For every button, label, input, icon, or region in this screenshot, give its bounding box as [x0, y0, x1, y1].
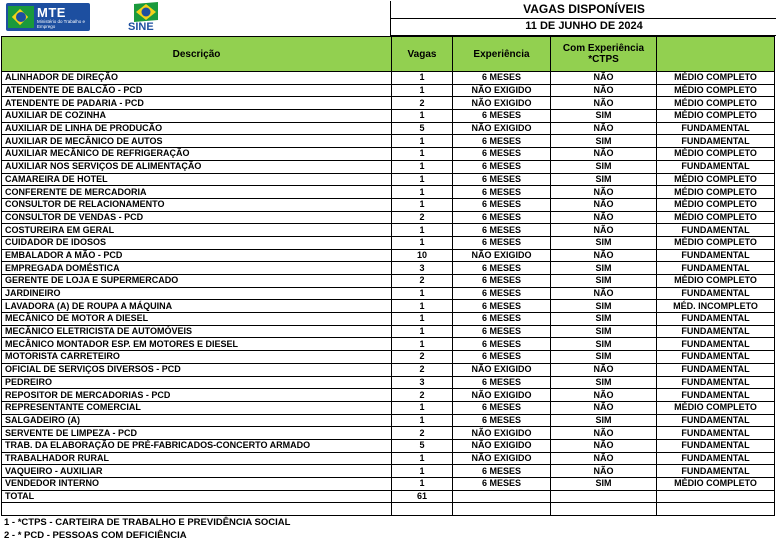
table-row: [2, 414, 775, 427]
table-cell: NÃO EXIGIDO: [453, 439, 551, 452]
table-cell: MÉDIO COMPLETO: [657, 186, 775, 199]
table-cell: MÉDIO COMPLETO: [657, 84, 775, 97]
table-cell: FUNDAMENTAL: [657, 376, 775, 389]
table-cell: [392, 503, 453, 516]
mte-logo-subtitle: Ministério do Trabalho e Emprego: [37, 19, 86, 29]
table-cell: [2, 503, 392, 516]
table-cell: 6 MESES: [453, 325, 551, 338]
table-cell: 1: [392, 160, 453, 173]
page-date: 11 DE JUNHO DE 2024: [390, 18, 776, 36]
table-row: [2, 287, 775, 300]
table-cell: NÃO: [551, 389, 657, 402]
table-cell: 6 MESES: [453, 300, 551, 313]
table-cell: SIM: [551, 313, 657, 326]
table-cell: 1: [392, 478, 453, 491]
table-row: [2, 97, 775, 110]
table-cell: MÉDIO COMPLETO: [657, 211, 775, 224]
column-header: Com Experiência *CTPS: [551, 37, 657, 72]
table-cell: SIM: [551, 160, 657, 173]
table-cell: SIM: [551, 414, 657, 427]
table-cell: MÉDIO COMPLETO: [657, 198, 775, 211]
table-cell: 6 MESES: [453, 173, 551, 186]
table-cell: REPRESENTANTE COMERCIAL: [2, 401, 392, 414]
table-cell: MECÂNICO MONTADOR ESP. EM MOTORES E DIESEL: [2, 338, 392, 351]
table-cell: 1: [392, 110, 453, 123]
table-cell: 1: [392, 173, 453, 186]
table-cell: FUNDAMENTAL: [657, 389, 775, 402]
table-cell: NÃO: [551, 287, 657, 300]
table-cell: MÉDIO COMPLETO: [657, 173, 775, 186]
column-header: [657, 37, 775, 72]
table-cell: FUNDAMENTAL: [657, 465, 775, 478]
table-cell: NÃO: [551, 465, 657, 478]
table-cell: NÃO: [551, 72, 657, 85]
table-cell: SIM: [551, 325, 657, 338]
title-box: [390, 0, 776, 36]
table-row: [2, 376, 775, 389]
table-cell: NÃO EXIGIDO: [453, 249, 551, 262]
table-cell: MÉDIO COMPLETO: [657, 97, 775, 110]
brazil-flag-icon: [8, 6, 34, 28]
table-cell: SERVENTE DE LIMPEZA - PCD: [2, 427, 392, 440]
table-row: [2, 351, 775, 364]
table-cell: NÃO: [551, 224, 657, 237]
table-cell: NÃO: [551, 427, 657, 440]
table-cell: 6 MESES: [453, 275, 551, 288]
table-cell: TRAB. DA ELABORAÇÃO DE PRÉ-FABRICADOS-CONCERTO ARMADO: [2, 439, 392, 452]
table-cell: ALINHADOR DE DIREÇÃO: [2, 72, 392, 85]
table-cell: MÉDIO COMPLETO: [657, 401, 775, 414]
table-cell: NÃO EXIGIDO: [453, 97, 551, 110]
table-cell: FUNDAMENTAL: [657, 249, 775, 262]
table-cell: FUNDAMENTAL: [657, 439, 775, 452]
table-row: [2, 300, 775, 313]
table-row: [2, 135, 775, 148]
table-cell: JARDINEIRO: [2, 287, 392, 300]
table-row: [2, 478, 775, 491]
table-cell: 2: [392, 97, 453, 110]
table-cell: 2: [392, 427, 453, 440]
table-cell: 6 MESES: [453, 160, 551, 173]
table-cell: MECÂNICO DE MOTOR A DIESEL: [2, 313, 392, 326]
table-cell: 1: [392, 236, 453, 249]
table-header-row: [2, 37, 775, 72]
table-cell: NÃO: [551, 97, 657, 110]
sine-flag-icon: [132, 2, 160, 22]
table-cell: AUXILIAR DE MECÂNICO DE AUTOS: [2, 135, 392, 148]
table-cell: 1: [392, 452, 453, 465]
table-body: [2, 72, 775, 516]
footnote: 2 - * PCD - PESSOAS COM DEFICIÊNCIA: [4, 530, 187, 541]
table-cell: FUNDAMENTAL: [657, 338, 775, 351]
table-row: [2, 338, 775, 351]
table-cell: AUXILIAR MECÂNICO DE REFRIGERAÇÃO: [2, 148, 392, 161]
table-row: [2, 160, 775, 173]
table-cell: 1: [392, 135, 453, 148]
table-row: [2, 275, 775, 288]
table-cell: NÃO: [551, 122, 657, 135]
table-cell: 5: [392, 439, 453, 452]
table-cell: 6 MESES: [453, 262, 551, 275]
table-row: [2, 173, 775, 186]
table-row: [2, 236, 775, 249]
table-cell: 1: [392, 198, 453, 211]
table-cell: SIM: [551, 300, 657, 313]
table-cell: CUIDADOR DE IDOSOS: [2, 236, 392, 249]
table-row: [2, 452, 775, 465]
table-cell: 6 MESES: [453, 148, 551, 161]
table-cell: 6 MESES: [453, 338, 551, 351]
footnotes: [4, 516, 290, 542]
table-cell: VENDEDOR INTERNO: [2, 478, 392, 491]
table-cell: TOTAL: [2, 490, 392, 503]
table-cell: SALGADEIRO (A): [2, 414, 392, 427]
table-cell: 61: [392, 490, 453, 503]
table-row: [2, 389, 775, 402]
table-row: [2, 313, 775, 326]
table-cell: 1: [392, 224, 453, 237]
table-cell: FUNDAMENTAL: [657, 414, 775, 427]
table-cell: FUNDAMENTAL: [657, 262, 775, 275]
table-cell: 6 MESES: [453, 414, 551, 427]
table-cell: MECÂNICO ELETRICISTA DE AUTOMÓVEIS: [2, 325, 392, 338]
table-cell: NÃO: [551, 363, 657, 376]
table-cell: CONSULTOR DE VENDAS - PCD: [2, 211, 392, 224]
table-cell: 6 MESES: [453, 287, 551, 300]
table-cell: NÃO EXIGIDO: [453, 389, 551, 402]
table-cell: SIM: [551, 275, 657, 288]
table-cell: 1: [392, 465, 453, 478]
table-cell: [453, 490, 551, 503]
table-cell: 6 MESES: [453, 376, 551, 389]
table-cell: MÉDIO COMPLETO: [657, 72, 775, 85]
table-cell: CAMAREIRA DE HOTEL: [2, 173, 392, 186]
table-row: [2, 325, 775, 338]
mte-logo-text: MTE: [37, 5, 66, 20]
column-header: Descrição: [2, 37, 392, 72]
table-cell: FUNDAMENTAL: [657, 122, 775, 135]
logos-area: [0, 0, 390, 36]
table-cell: CONSULTOR DE RELACIONAMENTO: [2, 198, 392, 211]
table-row: [2, 401, 775, 414]
table-row: [2, 427, 775, 440]
table-cell: 6 MESES: [453, 110, 551, 123]
table-row: [2, 249, 775, 262]
table-cell: TRABALHADOR RURAL: [2, 452, 392, 465]
column-header: Experiência: [453, 37, 551, 72]
table-cell: [657, 490, 775, 503]
table-cell: REPOSITOR DE MERCADORIAS - PCD: [2, 389, 392, 402]
table-cell: NÃO: [551, 439, 657, 452]
table-cell: NÃO: [551, 198, 657, 211]
table-cell: NÃO: [551, 249, 657, 262]
table-cell: 1: [392, 72, 453, 85]
table-cell: FUNDAMENTAL: [657, 325, 775, 338]
table-cell: FUNDAMENTAL: [657, 135, 775, 148]
page-title: VAGAS DISPONÍVEIS: [390, 1, 776, 19]
table-cell: 1: [392, 325, 453, 338]
table-cell: 1: [392, 313, 453, 326]
table-cell: 1: [392, 401, 453, 414]
table-cell: 6 MESES: [453, 211, 551, 224]
table-cell: OFICIAL DE SERVIÇOS DIVERSOS - PCD: [2, 363, 392, 376]
table-cell: NÃO EXIGIDO: [453, 84, 551, 97]
table-cell: MÉDIO COMPLETO: [657, 275, 775, 288]
table-cell: FUNDAMENTAL: [657, 363, 775, 376]
table-cell: SIM: [551, 338, 657, 351]
table-cell: 1: [392, 148, 453, 161]
vacancies-table: [1, 36, 775, 516]
table-cell: FUNDAMENTAL: [657, 287, 775, 300]
table-cell: AUXILIAR DE COZINHA: [2, 110, 392, 123]
table-cell: 1: [392, 338, 453, 351]
table-cell: SIM: [551, 173, 657, 186]
table-cell: MÉD. INCOMPLETO: [657, 300, 775, 313]
table-cell: FUNDAMENTAL: [657, 224, 775, 237]
table-cell: 1: [392, 414, 453, 427]
table-cell: 6 MESES: [453, 351, 551, 364]
table-cell: COSTUREIRA EM GERAL: [2, 224, 392, 237]
table-cell: FUNDAMENTAL: [657, 427, 775, 440]
table-cell: AUXILIAR DE LINHA DE PRODUCÃO: [2, 122, 392, 135]
table-cell: CONFERENTE DE MERCADORIA: [2, 186, 392, 199]
table-cell: 2: [392, 363, 453, 376]
table-cell: NÃO: [551, 84, 657, 97]
table-cell: [453, 503, 551, 516]
table-cell: AUXILIAR NOS SERVIÇOS DE ALIMENTAÇÃO: [2, 160, 392, 173]
table-cell: 1: [392, 186, 453, 199]
table-cell: SIM: [551, 262, 657, 275]
table-row: [2, 72, 775, 85]
table-cell: SIM: [551, 351, 657, 364]
mte-logo: [6, 3, 90, 31]
table-cell: 6 MESES: [453, 236, 551, 249]
total-row: [2, 490, 775, 503]
table-cell: MÉDIO COMPLETO: [657, 236, 775, 249]
table-cell: 6 MESES: [453, 224, 551, 237]
table-cell: MÉDIO COMPLETO: [657, 148, 775, 161]
footnote: 1 - *CTPS - CARTEIRA DE TRABALHO E PREVIDÊNCIA SOCIAL: [4, 517, 291, 528]
column-header: Vagas: [392, 37, 453, 72]
table-cell: [657, 503, 775, 516]
table-cell: FUNDAMENTAL: [657, 160, 775, 173]
table-cell: 6 MESES: [453, 313, 551, 326]
table-cell: GERENTE DE LOJA E SUPERMERCADO: [2, 275, 392, 288]
table-row: [2, 84, 775, 97]
table-row: [2, 363, 775, 376]
table-cell: ATENDENTE DE PADARIA - PCD: [2, 97, 392, 110]
table-cell: [551, 490, 657, 503]
table-cell: 2: [392, 275, 453, 288]
table-cell: 6 MESES: [453, 198, 551, 211]
table-row: [2, 148, 775, 161]
table-cell: MÉDIO COMPLETO: [657, 478, 775, 491]
table-cell: NÃO: [551, 211, 657, 224]
table-row: [2, 198, 775, 211]
table-cell: 6 MESES: [453, 135, 551, 148]
table-cell: 6 MESES: [453, 478, 551, 491]
table-cell: SIM: [551, 236, 657, 249]
table-cell: SIM: [551, 110, 657, 123]
table-row: [2, 465, 775, 478]
table-cell: 6 MESES: [453, 186, 551, 199]
table-cell: SIM: [551, 478, 657, 491]
table-cell: 6 MESES: [453, 72, 551, 85]
table-cell: 2: [392, 211, 453, 224]
table-cell: MOTORISTA CARRETEIRO: [2, 351, 392, 364]
table-cell: NÃO: [551, 401, 657, 414]
table-row: [2, 110, 775, 123]
table-cell: SIM: [551, 135, 657, 148]
table-cell: MÉDIO COMPLETO: [657, 110, 775, 123]
table-cell: 5: [392, 122, 453, 135]
table-cell: 10: [392, 249, 453, 262]
table-row: [2, 211, 775, 224]
table-cell: PEDREIRO: [2, 376, 392, 389]
table-cell: NÃO EXIGIDO: [453, 363, 551, 376]
table-row: [2, 224, 775, 237]
table-row: [2, 262, 775, 275]
table-cell: NÃO: [551, 148, 657, 161]
table-cell: NÃO EXIGIDO: [453, 122, 551, 135]
table-cell: ATENDENTE DE BALCÃO - PCD: [2, 84, 392, 97]
table-cell: FUNDAMENTAL: [657, 351, 775, 364]
table-row: [2, 186, 775, 199]
table-cell: 1: [392, 84, 453, 97]
table-cell: 2: [392, 389, 453, 402]
table-cell: NÃO EXIGIDO: [453, 452, 551, 465]
table-cell: NÃO: [551, 452, 657, 465]
table-cell: 2: [392, 351, 453, 364]
table-cell: SIM: [551, 376, 657, 389]
table-cell: VAQUEIRO - AUXILIAR: [2, 465, 392, 478]
table-cell: 6 MESES: [453, 401, 551, 414]
table-cell: [551, 503, 657, 516]
sine-logo-text: SINE: [128, 21, 154, 33]
table-row: [2, 122, 775, 135]
blank-row: [2, 503, 775, 516]
table-cell: NÃO: [551, 186, 657, 199]
table-row: [2, 439, 775, 452]
table-cell: 1: [392, 300, 453, 313]
table-cell: FUNDAMENTAL: [657, 313, 775, 326]
table-cell: EMBALADOR A MÃO - PCD: [2, 249, 392, 262]
table-cell: 6 MESES: [453, 465, 551, 478]
table-cell: 3: [392, 376, 453, 389]
table-cell: 1: [392, 287, 453, 300]
table-cell: LAVADORA (A) DE ROUPA A MÁQUINA: [2, 300, 392, 313]
table-cell: FUNDAMENTAL: [657, 452, 775, 465]
table-cell: EMPREGADA DOMÉSTICA: [2, 262, 392, 275]
table-cell: NÃO EXIGIDO: [453, 427, 551, 440]
table-cell: 3: [392, 262, 453, 275]
sine-logo: [126, 2, 166, 34]
